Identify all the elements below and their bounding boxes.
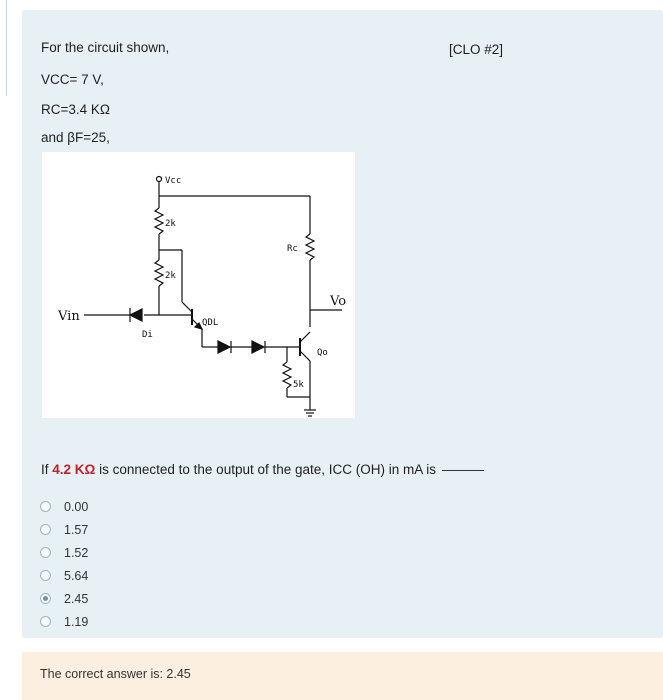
option-4[interactable] [40, 587, 88, 610]
circuit-schematic [42, 152, 355, 418]
label-qo: Qo [317, 348, 328, 358]
radio-button[interactable] [40, 524, 51, 535]
correct-answer-text: The correct answer is: 2.45 [40, 667, 191, 681]
stem-highlight: 4.2 KΩ [52, 462, 96, 477]
vcc-value: VCC= 7 V, [41, 72, 104, 87]
label-vcc: Vcc [165, 176, 182, 186]
qdl-emitter-arrow [195, 323, 202, 329]
option-3[interactable] [40, 564, 88, 587]
stem-before: If [41, 462, 53, 477]
question-intro: For the circuit shown, [41, 40, 170, 55]
left-edge-bar [0, 0, 7, 96]
option-1[interactable] [40, 518, 88, 541]
label-5k: 5k [293, 380, 304, 390]
radio-button[interactable] [40, 547, 51, 558]
radio-button-selected[interactable] [40, 593, 51, 604]
option-0[interactable] [40, 495, 88, 518]
option-2[interactable] [40, 541, 88, 564]
resistor-rc [306, 234, 314, 260]
option-label: 0.00 [64, 499, 89, 514]
label-vin: Vin [58, 309, 80, 324]
label-qdl: QDL [202, 318, 219, 328]
stem-after: is connected to the output of the gate, ICC (OH) in mA is [95, 462, 437, 477]
label-di: Di [142, 330, 153, 340]
option-label: 5.64 [64, 568, 89, 583]
diode-di [130, 309, 142, 321]
resistor-5k [283, 362, 291, 388]
diode-1 [218, 341, 230, 353]
feedback-box [22, 652, 663, 700]
resistor-2k-bottom [155, 260, 163, 286]
option-label: 1.52 [64, 545, 89, 560]
radio-button[interactable] [40, 570, 51, 581]
label-rc: Rc [287, 244, 298, 254]
beta-value: and βF=25, [41, 130, 110, 145]
rc-value: RC=3.4 KΩ [41, 102, 110, 117]
label-2k-bottom: 2k [165, 271, 176, 281]
radio-button[interactable] [40, 501, 51, 512]
label-vo: Vo [330, 294, 347, 309]
diode-2 [252, 341, 264, 353]
circuit-diagram [42, 152, 355, 418]
label-2k-top: 2k [165, 219, 176, 229]
option-5[interactable] [40, 610, 88, 633]
question-stem [41, 462, 484, 477]
vcc-terminal [157, 177, 162, 182]
radio-button[interactable] [40, 616, 51, 627]
answer-blank [442, 470, 484, 471]
option-label: 1.57 [64, 522, 89, 537]
resistor-2k-top [155, 208, 163, 234]
option-label: 2.45 [64, 591, 89, 606]
option-label: 1.19 [64, 614, 89, 629]
clo-tag: [CLO #2] [448, 42, 503, 57]
answer-options [40, 495, 88, 633]
question-card [22, 10, 663, 638]
